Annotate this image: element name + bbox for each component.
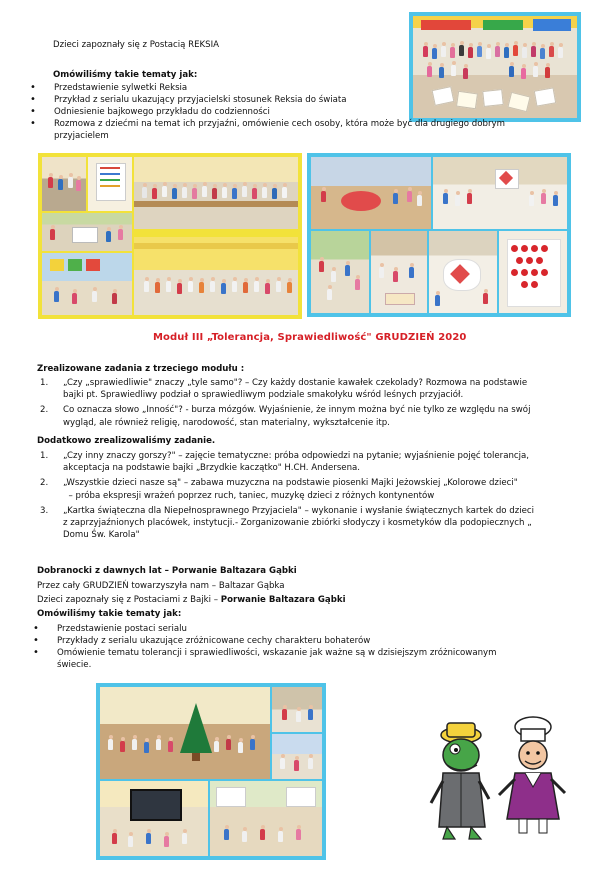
item-line: „Czy inny znaczy gorszy?" – zajęcie tematyczne: próba odpowiedzi na pytanie; wyjaśnienie pojęć tolerancja,: [63, 451, 530, 461]
list-item: [37, 450, 602, 474]
list-item: • Przykład z serialu ukazujący przyjacielski stosunek Reksia do świata: [27, 94, 587, 106]
bedtime-heading: Dobranocki z dawnych lat – Porwanie Baltazara Gąbki: [37, 566, 297, 576]
item-line: Co oznacza słowo „Inność"? - burza mózgów. Wyjaśnienie, że innym można być nie tylko ze względu na swój: [63, 405, 531, 416]
intro-text: Dzieci zapoznały się z Postacią REKSIA: [53, 40, 220, 50]
list-item: [37, 377, 602, 401]
list-item: [37, 505, 602, 542]
illustration-baltazar-characters: [425, 715, 573, 845]
topics-list-reksio: [27, 82, 587, 142]
bedtime-line-2-title: Porwanie Baltazara Gąbki: [220, 595, 346, 605]
list-item: • Odniesienie bajkowego przykładu do codzienności: [27, 106, 587, 118]
list-item: • Omówienie tematu tolerancji i sprawiedliwości, wskazanie jak ważne są w dzisiejszym zróżnicowanym: [30, 647, 590, 659]
item-number: 1.: [40, 451, 49, 461]
extra-tasks-list: [37, 450, 602, 541]
list-item: [37, 477, 602, 501]
topics-heading: Omówiliśmy takie tematy jak:: [53, 70, 198, 80]
item-line: z zaprzyjaźnionych placówek, instytucji.- Zorganizowanie zbiórki słodyczy i kosmetyków dla podopiecznych „: [63, 518, 532, 529]
item-number: 2.: [40, 405, 49, 416]
list-item: • Przedstawienie sylwetki Reksia: [27, 82, 587, 94]
list-item: [37, 404, 602, 428]
item-line: „Kartka świąteczna dla Niepełnosprawnego Przyjaciela" – wykonanie i wysłanie świątecznych kartek do dzieci: [63, 505, 535, 516]
module-title: Moduł III „Tolerancja, Sprawiedliwość" GRUDZIEŃ 2020: [153, 332, 467, 343]
tasks-heading: Zrealizowane zadania z trzeciego modułu :: [37, 364, 245, 374]
list-item-continuation: świecie.: [57, 660, 92, 670]
item-line: Domu Św. Karola": [63, 530, 140, 541]
topics-list-baltazar: [30, 623, 590, 671]
photo-collage-left: [38, 153, 302, 319]
item-number: 1.: [40, 378, 49, 388]
tasks-list: [37, 377, 602, 429]
item-line: – próba ekspresji wrażeń poprzez ruch, taniec, muzykę dzieci z różnych kontynentów: [63, 490, 435, 501]
item-number: 3.: [40, 505, 49, 516]
item-line: akceptacja na podstawie bajki „Brzydkie kaczątko" H.CH. Andersena.: [63, 463, 361, 474]
bedtime-line-2: [37, 594, 346, 607]
item-line: „Wszystkie dzieci nasze są" – zabawa muzyczna na podstawie piosenki Majki Jeżowskiej „Kolorowe dzieci": [63, 478, 518, 489]
photo-collage-right: [307, 153, 571, 317]
bedtime-line-1: Przez cały GRUDZIEŃ towarzyszyła nam – Baltazar Gąbka: [37, 581, 285, 591]
item-number: 2.: [40, 478, 49, 489]
item-line: „Czy „sprawiedliwie" znaczy „tyle samo"? – Czy każdy dostanie kawałek czekolady? Rozmowa na podstawie: [63, 378, 528, 388]
item-line: wygląd, ale również religię, narodowość, stan materialny, wykształcenie itp.: [63, 417, 390, 428]
topics-heading-2: Omówiliśmy takie tematy jak:: [37, 609, 182, 619]
list-item: • Przedstawienie postaci serialu: [30, 623, 590, 635]
list-item: • Przykłady z serialu ukazujące zróżnicowane cechy charakteru bohaterów: [30, 635, 590, 647]
list-item-continuation: przyjacielem: [54, 131, 109, 141]
bedtime-line-2-prefix: Dzieci zapoznały się z Postaciami z Bajki –: [37, 595, 221, 605]
cartoon-characters-icon: [425, 715, 573, 845]
photo-christmas-collage: [96, 683, 326, 860]
extra-tasks-heading: Dodatkowo zrealizowaliśmy zadanie.: [37, 436, 216, 446]
list-item: • Rozmowa z dziećmi na temat ich przyjaźni, omówienie cech osoby, która może być dla drugiego dobrym: [27, 118, 587, 130]
item-line: bajki pt. Sprawiedliwy podział o sprawiedliwym podziale smakołyku wśród leśnych przyjaciół.: [63, 390, 464, 401]
